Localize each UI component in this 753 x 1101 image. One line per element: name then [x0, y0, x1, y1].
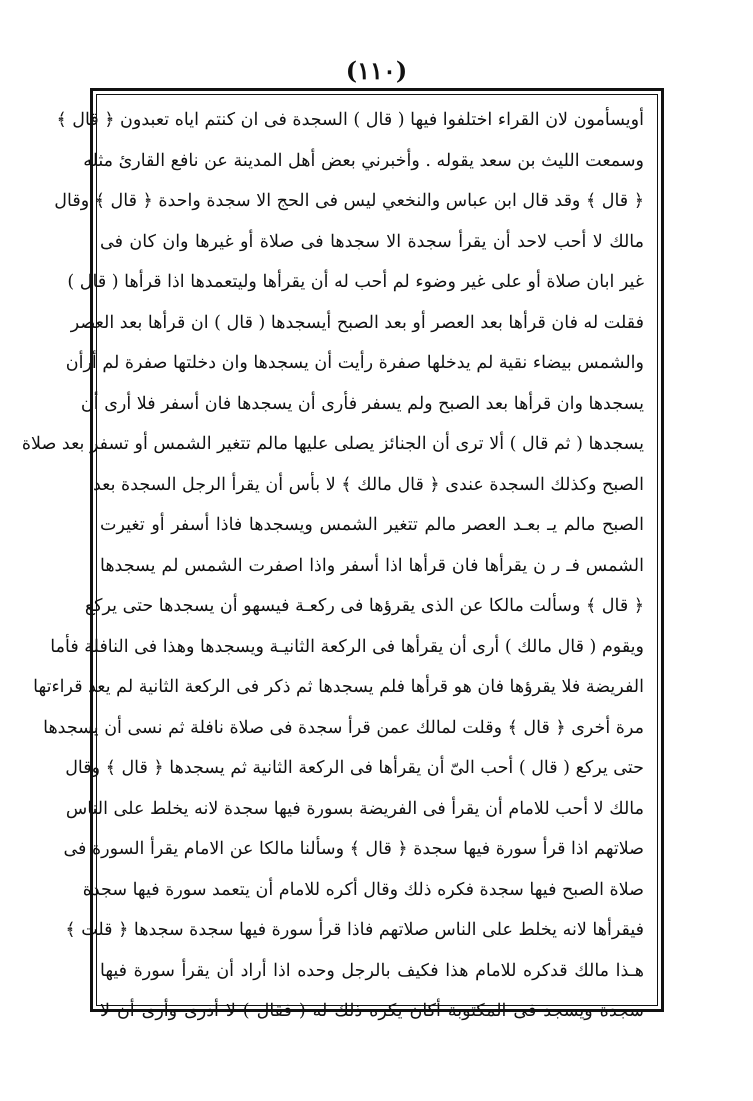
text-line: الشمس فـ ر ن يقرأها فان قرأها اذا أسفر واذا اصفرت الشمس لم يسجدها [100, 555, 644, 576]
text-line: الفريضة فلا يقرؤها فان هو قرأها فلم يسجدها ثم ذكر فى الركعة الثانية لم يعد قراءتها [33, 677, 644, 697]
text-line: وسمعت الليث بن سعد يقوله . وأخبرني بعض أهل المدينة عن نافع القارئ مثله [83, 150, 644, 171]
text-line: حتى يركع ( قال ) أحب الىّ أن يقرأها فى الركعة الثانية ثم يسجدها ﴿ قال ﴾ وقال [65, 758, 644, 778]
text-line: سجدة ويسجد فى المكتوبة أكان يكره ذلك له ( فقال ) لا أدرى وأرى أن لا [100, 1001, 644, 1021]
text-line: ﴿ قال ﴾ وسألت مالكا عن الذى يقرؤها فى ركعـة فيسهو أن يسجدها حتى يركع [84, 596, 644, 616]
page-number: (١١٠) [345, 56, 408, 85]
text-line: الصبح وكذلك السجدة عندى ﴿ قال مالك ﴾ لا بأس أن يقرأ الرجل السجدة بعد [92, 474, 644, 495]
text-line: ﴿ قال ﴾ وقد قال ابن عباس والنخعي ليس فى الحج الا سجدة واحدة ﴿ قال ﴾ وقال [54, 191, 644, 211]
body-text [21, 100, 648, 1032]
text-line: صلاتهم اذا قرأ سورة فيها سجدة ﴿ قال ﴾ وسألنا مالكا عن الامام يقرأ السورة فى [63, 839, 644, 859]
text-line: ويقوم ( قال مالك ) أرى أن يقرأها فى الركعة الثانيـة ويسجدها وهذا فى النافلة فأما [50, 636, 644, 657]
text-line: مالك لا أحب للامام أن يقرأ فى الفريضة بسورة فيها سجدة لانه يخلط على الناس [65, 798, 644, 819]
text-line: الصبح مالم يـ بعـد العصر مالم تتغير الشمس ويسجدها فاذا أسفر أو تغيرت [100, 515, 644, 535]
text-line: والشمس بيضاء نقية لم يدخلها صفرة رأيت أن يسجدها وان دخلتها صفرة لم أرأن [65, 353, 644, 373]
text-line: يسجدها وان قرأها بعد الصبح ولم يسفر فأرى أن يسجدها فان أسفر فلا أرى أن [80, 393, 644, 414]
text-line: مالك لا أحب لاحد أن يقرأ سجدة الا سجدها فى صلاة أو غيرها وان كان فى [100, 231, 644, 252]
text-line: هـذا مالك قدكره للامام هذا فكيف بالرجل وحده اذا أراد أن يقرأ سورة فيها [100, 960, 644, 981]
text-line: أويسأمون لان القراء اختلفوا فيها ( قال ) السجدة فى ان كنتم اياه تعبدون ﴿ قال ﴾ [56, 110, 644, 130]
text-line: مرة أخرى ﴿ قال ﴾ وقلت لمالك عمن قرأ سجدة فى صلاة نافلة ثم نسى أن يسجدها [43, 717, 644, 738]
text-line: صلاة الصبح فيها سجدة فكره ذلك وقال أكره للامام أن يتعمد سورة فيها سجدة [82, 879, 644, 900]
text-line: غير ابان صلاة أو على غير وضوء لم أحب له أن يقرأها وليتعمدها اذا قرأها ( قال ) [67, 272, 644, 292]
text-line: يسجدها ( ثم قال ) ألا ترى أن الجنائز يصلى عليها مالم تتغير الشمس أو تسفر بعد صلاة [21, 434, 644, 454]
text-line: فيقرأها لانه يخلط على الناس صلاتهم فاذا قرأ سورة فيها سجدة سجدها ﴿ قلت ﴾ [65, 920, 644, 940]
text-line: فقلت له فان قرأها بعد العصر أو بعد الصبح أيسجدها ( قال ) ان قرأها بعد العصر [70, 312, 644, 333]
